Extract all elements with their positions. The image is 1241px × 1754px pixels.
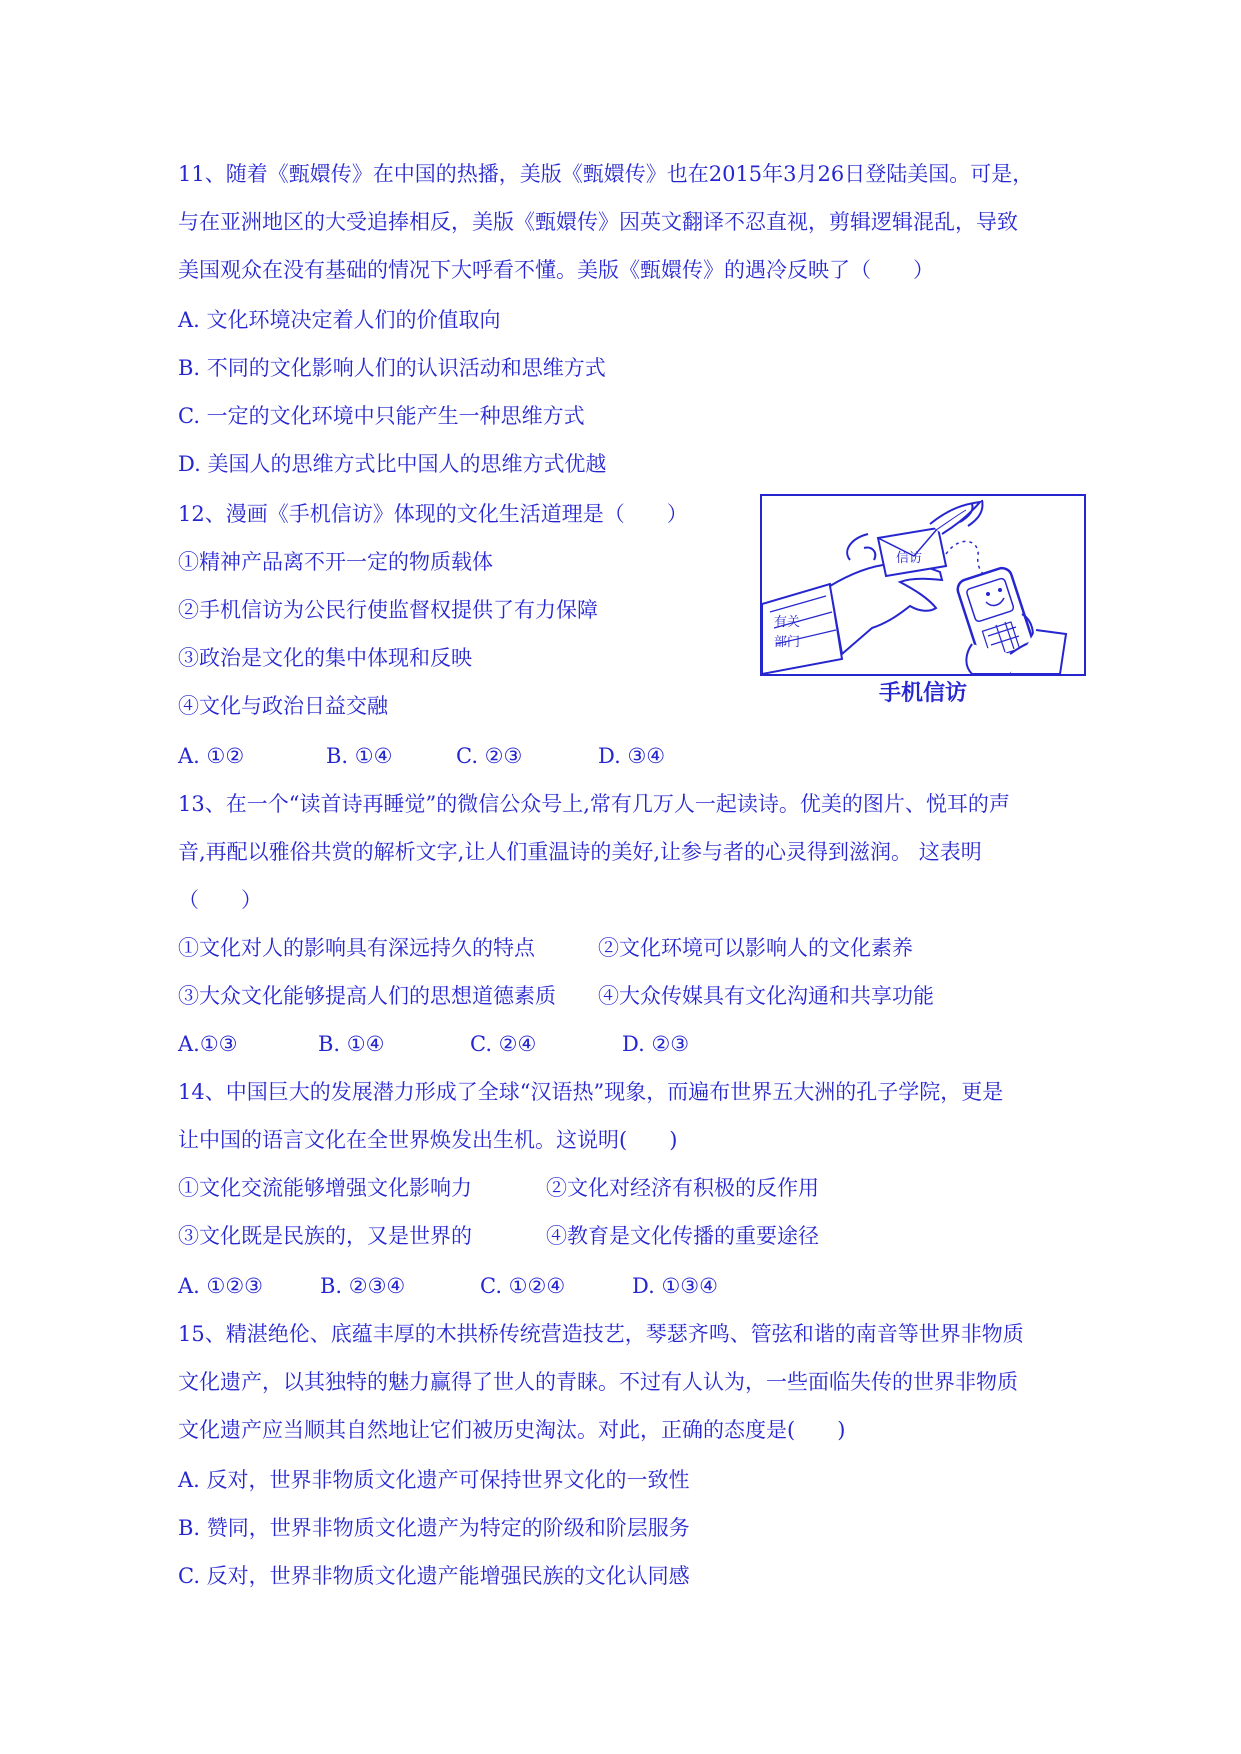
q14-option-d: D. ①③④ — [632, 1274, 718, 1298]
mobile-petition-cartoon — [760, 494, 1086, 708]
q13-item-4: ④大众传媒具有文化沟通和共享功能 — [598, 984, 934, 1008]
q13-item-1: ①文化对人的影响具有深远持久的特点 — [178, 936, 535, 960]
q13-stem-line-3: （ ） — [178, 888, 262, 912]
q15-stem-line-2: 文化遗产，以其独特的魅力赢得了世人的青睐。不过有人认为，一些面临失传的世界非物质 — [178, 1370, 1018, 1394]
q13-option-b: B. ①④ — [318, 1032, 385, 1056]
q13-option-a: A.①③ — [178, 1032, 238, 1056]
q14-option-b: B. ②③④ — [320, 1274, 406, 1298]
q11-stem-line-1: 11、随着《甄嬛传》在中国的热播，美版《甄嬛传》也在2015年3月26日登陆美国。可是， — [178, 162, 1034, 186]
q11-option-b: B. 不同的文化影响人们的认识活动和思维方式 — [178, 356, 606, 380]
q15-option-c: C. 反对，世界非物质文化遗产能增强民族的文化认同感 — [178, 1564, 690, 1588]
q14-item-4: ④教育是文化传播的重要途径 — [546, 1224, 819, 1248]
q13-items-row-2 — [178, 982, 934, 1010]
q13-options — [178, 1030, 689, 1058]
q14-option-c: C. ①②④ — [480, 1274, 566, 1298]
envelope-text: 信访 — [896, 551, 923, 566]
sleeve-text-2: 部门 — [774, 635, 801, 650]
q13-item-3: ③大众文化能够提高人们的思想道德素质 — [178, 984, 556, 1008]
q13-items-row-1 — [178, 934, 913, 962]
q14-item-1: ①文化交流能够增强文化影响力 — [178, 1176, 472, 1200]
cartoon-caption: 手机信访 — [878, 681, 968, 706]
q12-item-3: ③政治是文化的集中体现和反映 — [178, 646, 472, 670]
q14-item-3: ③文化既是民族的，又是世界的 — [178, 1224, 472, 1248]
q12-stem: 12、漫画《手机信访》体现的文化生活道理是（ ） — [178, 502, 688, 526]
q12-option-c: C. ②③ — [456, 744, 523, 768]
q14-item-2: ②文化对经济有积极的反作用 — [546, 1176, 819, 1200]
q15-option-a: A. 反对，世界非物质文化遗产可保持世界文化的一致性 — [178, 1468, 690, 1492]
q12-option-b: B. ①④ — [326, 744, 393, 768]
q13-option-d: D. ②③ — [622, 1032, 690, 1056]
q14-options — [178, 1272, 718, 1300]
q13-stem-line-1: 13、在一个“读首诗再睡觉”的微信公众号上,常有几万人一起读诗。优美的图片、悦耳的声 — [178, 792, 1010, 816]
q11-option-c: C. 一定的文化环境中只能产生一种思维方式 — [178, 404, 585, 428]
q12-item-1: ①精神产品离不开一定的物质载体 — [178, 550, 493, 574]
q15-stem-line-1: 15、精湛绝伦、底蕴丰厚的木拱桥传统营造技艺，琴瑟齐鸣、管弦和谐的南音等世界非物质 — [178, 1322, 1024, 1346]
q12-option-a: A. ①② — [178, 744, 245, 768]
q11-stem-line-2: 与在亚洲地区的大受追捧相反，美版《甄嬛传》因英文翻译不忍直视，剪辑逻辑混乱，导致 — [178, 210, 1018, 234]
q14-stem-line-2: 让中国的语言文化在全世界焕发出生机。这说明( ) — [178, 1128, 678, 1152]
sleeve-text-1: 有关 — [774, 615, 801, 630]
q11-option-d: D. 美国人的思维方式比中国人的思维方式优越 — [178, 452, 607, 476]
q13-stem-line-2: 音,再配以雅俗共赏的解析文字,让人们重温诗的美好,让参与者的心灵得到滋润。 这表明 — [178, 840, 982, 864]
q15-stem-line-3: 文化遗产应当顺其自然地让它们被历史淘汰。对此，正确的态度是( ) — [178, 1418, 846, 1442]
q14-items-row-2 — [178, 1222, 819, 1250]
q12-options — [178, 742, 665, 770]
q13-item-2: ②文化环境可以影响人的文化素养 — [598, 936, 913, 960]
q12-item-4: ④文化与政治日益交融 — [178, 694, 388, 718]
q12-item-2: ②手机信访为公民行使监督权提供了有力保障 — [178, 598, 598, 622]
q13-option-c: C. ②④ — [470, 1032, 537, 1056]
q11-stem-line-3: 美国观众在没有基础的情况下大呼看不懂。美版《甄嬛传》的遇冷反映了（ ） — [178, 258, 934, 282]
q14-items-row-1 — [178, 1174, 819, 1202]
q12-option-d: D. ③④ — [598, 744, 666, 768]
q15-option-b: B. 赞同，世界非物质文化遗产为特定的阶级和阶层服务 — [178, 1516, 690, 1540]
q14-stem-line-1: 14、中国巨大的发展潜力形成了全球“汉语热”现象，而遍布世界五大洲的孔子学院，更是 — [178, 1080, 1004, 1104]
q11-option-a: A. 文化环境决定着人们的价值取向 — [178, 308, 501, 332]
q14-option-a: A. ①②③ — [178, 1274, 263, 1298]
